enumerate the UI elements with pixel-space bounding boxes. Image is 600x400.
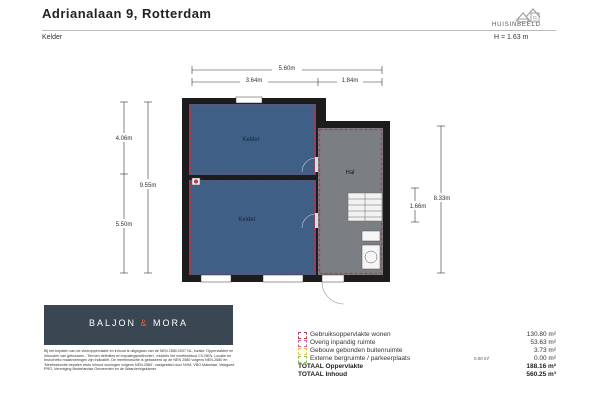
room-label-upper: Kelder	[242, 137, 260, 143]
total-value: 188.16 m²	[526, 363, 556, 370]
legend-item	[298, 347, 556, 355]
window-bottom-right	[263, 275, 303, 282]
door-upper	[315, 157, 318, 172]
dim-right-width-label: 1.84m	[341, 78, 359, 84]
dimension-sub-widths	[192, 76, 382, 86]
brand-name	[44, 318, 233, 328]
dimension-right-heights	[404, 126, 456, 273]
legend-label: Externe bergruimte / parkeerplaats	[310, 355, 411, 362]
dimension-left-heights	[111, 102, 162, 273]
legend-value: 130.80 m²	[526, 331, 556, 338]
dim-lower-height-label: 5.50m	[115, 222, 133, 228]
floor-label: Kelder	[42, 34, 63, 41]
logo-text: HUISINBEELD	[492, 22, 541, 28]
legend-value: 53.63 m²	[530, 339, 556, 346]
legend-swatch	[298, 348, 307, 355]
dim-left-width-label: 3.64m	[245, 78, 263, 84]
total-label: TOTAAL Oppervlakte	[298, 363, 364, 370]
legend-total-volume	[298, 371, 556, 379]
legend-value: 0.00 m²	[533, 355, 556, 362]
total-value: 560.25 m³	[526, 371, 556, 378]
brand-name-part2: MORA	[153, 318, 189, 328]
legend-total-area	[298, 363, 556, 371]
dim-stair-height-label: 1.66m	[409, 204, 427, 210]
height-label: H = 1.63 m	[494, 34, 529, 41]
stairs-icon	[348, 193, 382, 221]
dim-total-height-label: 9.55m	[139, 183, 157, 189]
legend-label: Overig inpandig ruimte	[310, 339, 376, 346]
brand-name-part1: BALJON	[88, 318, 136, 328]
legend-swatch	[298, 340, 307, 347]
window-top	[236, 97, 262, 103]
dim-total-width-label: 5.60m	[278, 66, 296, 72]
legend-item	[298, 355, 556, 363]
room-lower	[189, 180, 316, 275]
window-bottom-left	[201, 275, 231, 282]
entrance-door-swing	[322, 282, 344, 304]
legend-swatch	[298, 356, 307, 363]
dim-right-height-label: 8.33m	[433, 196, 451, 202]
legend-extra-value: 0.00 m²	[474, 356, 490, 361]
disclaimer-text: Bij het bepalen van de vloeroppervlakte en inhoud is uitgegaan van de NEN 2580:2007 NL, inzake 'Oppervlakten en inhouden van gebouwen - Termen definities en bepalingsmethoden', middels het meetinstituut CV-NEN. Locatie en bruto/netto maatvoeringen zijn indicatief. De meetinstructie is gebaseerd op de NEN 2580 volgens NEN-2580 en 'Meetinstructie bepalen bruto inhoud woningen volgens NEN-2580', vastgesteld door NVM, VBO Makelaar, Vastgoed PRO, Vereniging Nederlandse Gemeenten en de Waarderingskamer.	[44, 349, 235, 372]
area-legend	[298, 331, 556, 379]
entrance-door	[322, 275, 344, 282]
room-label-hall: Hal	[345, 170, 355, 176]
legend-item	[298, 331, 556, 339]
room-label-lower: Kelder	[238, 217, 256, 223]
door-lower	[315, 213, 318, 228]
page-title: Adrianalaan 9, Rotterdam	[42, 6, 212, 21]
legend-label: Gebruiksoppervlakte wonen	[310, 331, 391, 338]
dimension-total-width	[192, 64, 382, 74]
legend-label: Gebouw gebonden buitenruimte	[310, 347, 403, 354]
legend-value: 3.73 m²	[533, 347, 556, 354]
washer-icon	[362, 245, 380, 269]
dim-upper-height-label: 4.06m	[115, 136, 133, 142]
brand-ampersand: &	[140, 318, 149, 328]
legend-item	[298, 339, 556, 347]
sink-icon	[362, 231, 380, 241]
total-label: TOTAAL Inhoud	[298, 371, 348, 378]
logo-badge: B	[532, 16, 538, 23]
legend-swatch	[298, 332, 307, 339]
